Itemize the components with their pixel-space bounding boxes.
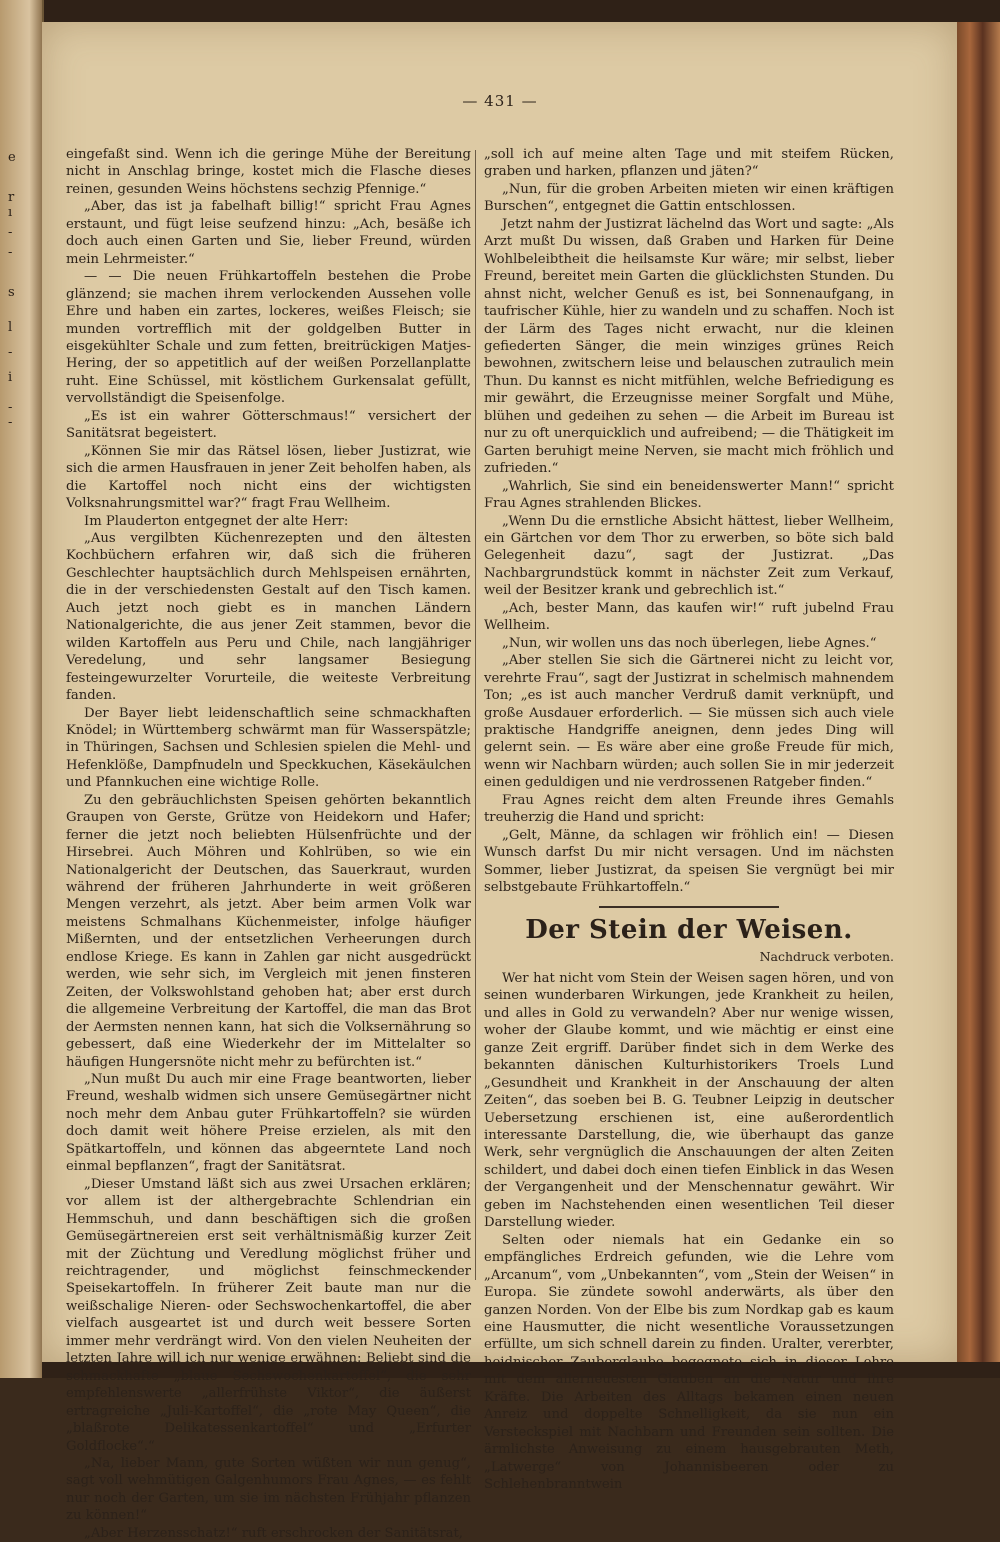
margin-fragment: -	[8, 345, 13, 360]
paragraph: Der Bayer liebt leidenschaftlich seine schmackhaften Knödel; in Württemberg schwärmt man für Wasserspätzle; in Thüringen, Sachsen und Schlesien spielen die Mehl- und Hefenklöße, Dampfnudeln und Speckkuchen, Käsekäulchen und Pfannkuchen eine wichtige Rolle.	[66, 705, 471, 791]
paragraph: „Können Sie mir das Rätsel lösen, lieber Justizrat, wie sich die armen Hausfrauen in jener Zeit beholfen haben, als die Kartoffel noch nicht eins der wichtigsten Volksnahrungsmittel war?“ fragt Frau Wellheim.	[66, 443, 471, 512]
margin-fragment: r	[8, 190, 15, 205]
paragraph: eingefaßt sind. Wenn ich die geringe Mühe der Bereitung nicht in Anschlag bringe, kostet mich die Flasche dieses reinen, gesunden Weins höchstens sechzig Pfennige.“	[66, 147, 471, 197]
page-number: — 431 —	[462, 92, 538, 110]
paragraph: „Na, lieber Mann, gute Sorten wüßten wir nun genug“, sagt voll wehmütigen Galgenhumors Frau Agnes, — es fehlt nur noch der Garten, um sie im nächsten Frühjahr pflanzen zu können!“	[66, 1455, 471, 1524]
paragraph: „Aber stellen Sie sich die Gärtnerei nicht zu leicht vor, verehrte Frau“, sagt der Justizrat in schelmisch mahnendem Ton; „es ist auch mancher Verdruß damit verknüpft, und große Ausdauer erforderlich. — Sie müssen sich auch viele praktische Handgriffe aneignen, denn jedes Ding will gelernt sein. — Es wäre aber eine große Freude für mich, wenn wir Nachbarn würden; auch sollen Sie in mir jederzeit einen geduldigen und nie verdrossenen Ratgeber finden.“	[484, 653, 894, 791]
right-column	[484, 146, 894, 1494]
reprint-notice: Nachdruck verboten.	[759, 949, 894, 965]
paragraph: Frau Agnes reicht dem alten Freunde ihres Gemahls treuherzig die Hand und spricht:	[484, 792, 894, 826]
margin-fragment: e	[8, 150, 16, 165]
margin-fragment: -	[8, 415, 13, 430]
margin-fragment: -	[8, 245, 13, 260]
paragraph: „Wahrlich, Sie sind ein beneidenswerter Mann!“ spricht Frau Agnes strahlenden Blickes.	[484, 478, 894, 512]
paragraph: „Aber, das ist ja fabelhaft billig!“ spricht Frau Agnes erstaunt, und fügt leise seufzend hinzu: „Ach, besäße ich doch auch einen Garten und Sie, lieber Freund, würden mein Lehrmeister.“	[66, 199, 471, 267]
article2-body	[484, 970, 894, 1494]
scan-top-border	[42, 0, 1000, 22]
paragraph: Selten oder niemals hat ein Gedanke ein so empfängliches Erdreich gefunden, wie die Lehre vom „Arcanum“, vom „Unbekannten“, vom „Stein der Weisen“ in Europa. Sie zündete sowohl anderwärts, als über den ganzen Norden. Von der Elbe bis zum Nordkap gab es kaum eine Hausmutter, die nicht wesentliche Voraussetzungen erfüllte, um sich schnell darein zu finden. Uralter, vererbter, heidnischer Zauberglaube begegnete sich in dieser Lehre mit dem allerneuesten Glauben an die Natur und ihre Kräfte. Die Arbeiten des Alltags bekamen einen neuen Anreiz und doppelte Schnelligkeit, da sie nun ein Versteckspiel mit Nachbarn und Freunden sein sollten. Die ärmlichste Anweisung zu einem hausgebrauten Meth, „Latwerge“ von Johannisbeeren oder zu Schlehenbranntwein	[484, 1232, 894, 1493]
paragraph: „Nun, für die groben Arbeiten mieten wir einen kräftigen Burschen“, entgegnet die Gattin entschlossen.	[484, 181, 894, 215]
article1-continuation	[484, 146, 894, 896]
paragraph: — — Die neuen Frühkartoffeln bestehen die Probe glänzend; sie machen ihrem verlockenden Aussehen volle Ehre und haben ein zartes, lockeres, weißes Fleisch; sie munden vortrefflich mit der goldgelben Butter in eisgekühlter Schale und zum fetten, breitrückigen Matjes-Hering, der so appetitlich auf der weißen Porzellanplatte ruht. Eine Schüssel, mit köstlichem Gurkensalat gefüllt, vervollständigt die Speisenfolge.	[66, 269, 471, 407]
margin-fragment: s	[8, 285, 15, 300]
margin-fragment: ı	[8, 205, 13, 220]
previous-page-edge	[0, 0, 44, 1378]
article-separator	[599, 906, 779, 908]
margin-fragment: -	[8, 400, 13, 415]
paragraph: Jetzt nahm der Justizrat lächelnd das Wort und sagte: „Als Arzt mußt Du wissen, daß Graben und Harken für Deine Wohlbeleibtheit die heilsamste Kur wäre; mir selbst, lieber Freund, bereitet mein Garten die glücklichsten Stunden. Du ahnst nicht, welcher Genuß es ist, bei Sonnenaufgang, in taufrischer Kühle, hier zu wandeln und zu schaffen. Noch ist der Lärm des Tages nicht erwacht, nur die kleinen gefiederten Sänger, die mein winziges grünes Reich bewohnen, zwitschern leise und belauschen zutraulich mein Thun. Du kannst es nicht mitfühlen, welche Befriedigung es mir gewährt, die Erzeugnisse meiner Sorgfalt und Mühe, blühen und gedeihen zu sehen — die Arbeit im Bureau ist nur zu oft unerquicklich und aufreibend; — die Thätigkeit im Garten beruhigt meine Nerven, sie macht mich fröhlich und zufrieden.“	[484, 216, 894, 477]
margin-fragment: -	[8, 225, 13, 240]
paragraph: „Es ist ein wahrer Götterschmaus!“ versichert der Sanitätsrat begeistert.	[66, 408, 471, 442]
paragraph: „soll ich auf meine alten Tage und mit steifem Rücken, graben und harken, pflanzen und jäten?“	[484, 147, 894, 180]
paragraph: „Ach, bester Mann, das kaufen wir!“ ruft jubelnd Frau Wellheim.	[484, 600, 894, 634]
paragraph: Wer hat nicht vom Stein der Weisen sagen hören, und von seinen wunderbaren Wirkungen, jede Krankheit zu heilen, und alles in Gold zu verwandeln? Aber nur wenige wissen, woher der Glaube kommt, und wie mächtig er einst eine ganze Zeit ergriff. Darüber findet sich in dem Werke des bekannten dänischen Kulturhistorikers Troels Lund „Gesundheit und Krankheit in der Anschauung der alten Zeiten“, das soeben bei B. G. Teubner Leipzig in deutscher Uebersetzung erschienen ist, eine außerordentlich interessante Darstellung, die, wie überhaupt das ganze Werk, sehr vergnüglich die Anschauungen der alten Zeiten schildert, und dabei doch einen tiefen Einblick in das Wesen der Vergangenheit und der Menschennatur gewährt. Wir geben im Nachstehenden einen wesentlichen Teil dieser Darstellung wieder.	[484, 970, 894, 1231]
paragraph: Zu den gebräuchlichsten Speisen gehörten bekanntlich Graupen von Gerste, Grütze von Heidekorn und Hafer; ferner die jetzt noch beliebten Hülsenfrüchte und der Hirsebrei. Auch Möhren und Kohlrüben, so wie ein Nationalgericht der Deutschen, das Sauerkraut, wurden während der früheren Jahrhunderte in weit größeren Mengen verzehrt, als jetzt. Aber beim armen Volk war meistens Schmalhans Küchenmeister, infolge häufiger Mißernten, und der entsetzlichen Verheerungen durch endlose Kriege. Es kann in Zahlen gar nicht ausgedrückt werden, wie sehr sich, im Vergleich mit jenen finsteren Zeiten, der Volkswohlstand gehoben hat; aber erst durch die allgemeine Verbreitung der Kartoffel, die man das Brot der Aermsten nennen kann, hat sich die Volksernährung so gebessert, daß eine Wiederkehr der im Mittelalter so häufigen Hungersnöte nicht mehr zu befürchten ist.“	[66, 792, 471, 1070]
paragraph: Im Plauderton entgegnet der alte Herr:	[84, 513, 349, 529]
paragraph: „Wenn Du die ernstliche Absicht hättest, lieber Wellheim, ein Gärtchen vor dem Thor zu erwerben, so böte sich bald Gelegenheit dazu“, sagt der Justizrat. „Das Nachbargrundstück kommt in nächster Zeit zum Verkauf, weil der Besitzer krank und gebrechlich ist.“	[484, 513, 894, 599]
book-spine-edge	[957, 22, 1000, 1362]
article-title: Der Stein der Weisen.	[525, 915, 853, 946]
margin-fragment: l	[8, 320, 13, 335]
left-column	[66, 146, 471, 1542]
column-divider	[475, 150, 476, 1280]
paragraph: „Aber Herzensschatz!“ ruft erschrocken der Sanitätsrat,	[84, 1525, 463, 1541]
paragraph: „Aus vergilbten Küchenrezepten und den ältesten Kochbüchern erfahren wir, daß sich die früheren Geschlechter hauptsächlich durch Mehlspeisen ernährten, die in der verschiedensten Gestalt auf den Tisch kamen. Auch jetzt noch giebt es in manchen Ländern Nationalgerichte, die aus jener Zeit stammen, bevor die wilden Kartoffeln aus Peru und Chile, nach langjähriger Veredelung, und sehr langsamer Besiegung festeingewurzelter Vorurteile, die weiteste Verbreitung fanden.	[66, 530, 471, 704]
paragraph: „Nun mußt Du auch mir eine Frage beantworten, lieber Freund, weshalb widmen sich unsere Gemüsegärtner nicht noch mehr dem Anbau guter Frühkartoffeln? sie würden doch damit weit höhere Preise erzielen, als mit den Spätkartoffeln, und können das abgeerntete Land noch einmal bepflanzen“, fragt der Sanitätsrat.	[66, 1072, 471, 1175]
paragraph: „Nun, wir wollen uns das noch überlegen, liebe Agnes.“	[502, 635, 877, 651]
paragraph: „Dieser Umstand läßt sich aus zwei Ursachen erklären; vor allem ist der althergebrachte Schlendrian ein Hemmschuh, und dann beschäftigen sich die großen Gemüsegärtnereien erst seit verhältnismäßig kurzer Zeit mit der Züchtung und Veredlung möglichst früher und reichtragender, und möglichst feinschmeckender Speisekartoffeln. In früherer Zeit baute man nur die weißschalige Nieren- oder Sechswochenkartoffel, die aber vielfach ausgeartet ist und durch weit bessere Sorten immer mehr verdrängt wird. Von den vielen Neuheiten der letzten Jahre will ich nur wenige erwähnen: Beliebt sind die schmackhafte „blaue Sechswochenkartoffel“, die sehr empfehlenswerte „allerfrühste Viktor“, die äußerst ertragreiche „Juli-Kartoffel“, die „rote May Queen“, die „blaßrote Delikatessenkartoffel“ und „Erfurter Goldflocke“.“	[66, 1176, 471, 1454]
paragraph: „Gelt, Männe, da schlagen wir fröhlich ein! — Diesen Wunsch darfst Du mir nicht versagen. Und im nächsten Sommer, lieber Justizrat, da speisen Sie vergnügt bei mir selbstgebaute Frühkartoffeln.“	[484, 827, 894, 896]
margin-fragment: i	[8, 370, 13, 385]
